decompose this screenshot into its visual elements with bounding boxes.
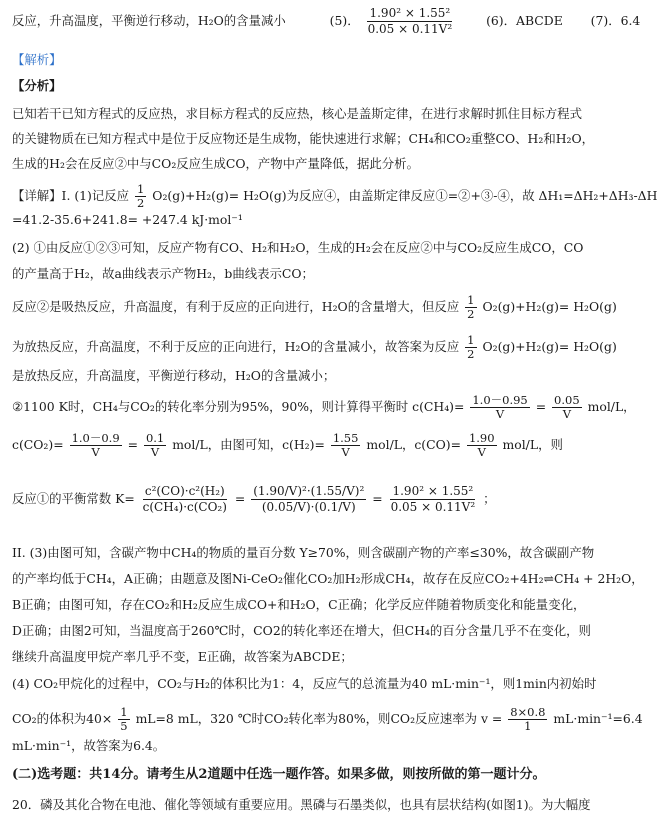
co2-fraction — [70, 432, 122, 459]
detail-text: ②1100 K时，CH₄与CO₂的转化率分别为95%，90%，则计算得平衡时 c(CH₄)= — [12, 399, 465, 414]
part2-line-1: II. (3)由图可知，含碳产物中CH₄的物质的量百分数 Y≥70%，则含碳副产物的产率≤30%，故含碳副产物 — [12, 545, 595, 560]
detail-text: mol/L，则 — [502, 437, 563, 452]
unit-text: mol/L， — [587, 399, 636, 414]
part2-line-3: B正确；由图可知，存在CO₂和H₂反应生成CO+和H₂O，C正确；化学反应伴随着物质变化和能量变化， — [12, 597, 586, 612]
fraction-numerator: 1.90² × 1.55² — [392, 484, 474, 498]
part2-line-2: 的产率均低于CH₄，A正确；由题意及图Ni-CeO₂催化CO₂加H₂形成CH₄，故存在反应CO₂+4H₂⇌CH₄ + 2H₂O， — [12, 571, 644, 586]
fraction-denominator: 0.05 × 0.11V² — [390, 500, 476, 514]
detail-line-7: 是放热反应，升高温度，平衡逆行移动，H₂O的含量减小； — [12, 368, 336, 383]
detail-text: 反应②是吸热反应，升高温度，有利于反应的正向进行，H₂O的含量增大，但反应 — [12, 299, 460, 314]
detail-line-9 — [12, 432, 563, 459]
fraction-denominator: V — [341, 445, 350, 459]
fraction-denominator: V — [562, 407, 571, 421]
detail-line-8 — [12, 394, 636, 421]
one-fifth-fraction — [118, 706, 129, 733]
rate-fraction — [508, 706, 547, 733]
answer-item5-fraction — [366, 6, 455, 37]
fraction-denominator: V — [495, 407, 505, 421]
detail-line-3: (2) ①由反应①②③可知，反应产物有CO、H₂和H₂O，生成的H₂会在反应②中与CO₂反应生成CO，CO — [12, 240, 584, 255]
part2-line-5: 继续升高温度甲烷产率几乎不变，E正确，故答案为ABCDE； — [12, 649, 353, 664]
fraction-numerator: c²(CO)·c²(H₂) — [144, 484, 225, 498]
k-label: 反应①的平衡常数 K= — [12, 491, 135, 506]
detail-line-1 — [12, 183, 657, 210]
fraction-numerator: 1.55 — [332, 431, 359, 445]
k-definition-fraction — [141, 484, 229, 515]
ch4-fraction — [470, 394, 529, 421]
section-heading: (二)选考题：共14分。请考生从2道题中任选一题作答。如果多做，则按所做的第一题计分。 — [12, 767, 546, 782]
part2-line-4: D正确；由图2可知，当温度高于260℃时，CO2的转化率还在增大，但CH₄的百分含量几乎不在变化，则 — [12, 623, 591, 638]
equals-sign: = — [535, 399, 547, 414]
detail-label: 【详解】I. (1)记反应 — [12, 188, 130, 203]
fraction-denominator: V — [91, 445, 100, 459]
fraction-numerator: 0.1 — [145, 431, 165, 445]
detail-text: c(CO₂)= — [12, 437, 64, 452]
detail-line-5 — [12, 294, 617, 321]
detail-text: mol/L，c(CO)= — [366, 437, 461, 452]
fraction-denominator: V — [150, 445, 160, 459]
answer-line — [12, 6, 640, 37]
fraction-numerator: 1 — [467, 333, 475, 347]
k-substituted-fraction — [251, 484, 366, 515]
detail-line-2: =41.2-35.6+241.8= +247.4 kJ·mol⁻¹ — [12, 212, 243, 227]
fraction-denominator: 1 — [524, 719, 532, 733]
q4-line-3: mL·min⁻¹，故答案为6.4。 — [12, 738, 166, 753]
fraction-numerator: 0.05 — [554, 393, 580, 407]
heading-jiexi: 【解析】 — [12, 52, 62, 67]
k-result-fraction — [389, 484, 478, 515]
equals-sign: = — [127, 437, 138, 452]
detail-text: 为放热反应，升高温度，不利于反应的正向进行，H₂O的含量减小，故答案为反应 — [12, 339, 460, 354]
half-fraction — [465, 294, 476, 321]
co2-fraction-result — [144, 432, 166, 459]
detail-text: O₂(g)+H₂(g)= H₂O(g)为反应④，由盖斯定律反应①=②+③-④，故 ΔH₁=ΔH₂+ΔH₃-ΔH — [152, 188, 657, 203]
punctuation: ； — [483, 491, 496, 506]
analysis-line-3: 生成的H₂会在反应②中与CO₂反应生成CO，产物中产量降低，据此分析。 — [12, 156, 419, 171]
fraction-denominator: c(CH₄)·c(CO₂) — [142, 500, 227, 514]
fraction-numerator: 8×0.8 — [510, 705, 546, 719]
answer-text: 反应，升高温度，平衡逆行移动，H₂O的含量减小 — [12, 13, 286, 28]
analysis-line-1: 已知若干已知方程式的反应热，求目标方程式的反应热，核心是盖斯定律，在进行求解时抓住目标方程式 — [12, 106, 582, 121]
q4-line-2 — [12, 706, 643, 733]
detail-text: mL·min⁻¹=6.4 — [553, 711, 643, 726]
fraction-numerator: 1.0－0.9 — [71, 431, 120, 445]
fraction-numerator: 1 — [137, 182, 145, 196]
fraction-denominator: 2 — [467, 347, 475, 361]
heading-fenxi: 【分析】 — [12, 78, 62, 93]
fraction-numerator: 1.90 — [468, 431, 495, 445]
equilibrium-constant-line — [12, 484, 496, 515]
answer-item7: (7)．6.4 — [590, 13, 641, 28]
equals-sign: = — [372, 491, 383, 506]
detail-text: mol/L，由图可知，c(H₂)= — [172, 437, 325, 452]
half-fraction — [135, 183, 146, 210]
q4-line-1: (4) CO₂甲烷化的过程中，CO₂与H₂的体积比为1：4，反应气的总流量为40 mL·min⁻¹，则1min内初始时 — [12, 676, 597, 691]
detail-line-6 — [12, 334, 617, 361]
question-20: 20．磷及其化合物在电池、催化等领域有重要应用。黑磷与石墨类似，也具有层状结构(如图1)。为大幅度 — [12, 797, 591, 812]
fraction-numerator: 1.90² × 1.55² — [369, 6, 451, 20]
analysis-line-2: 的关键物质在已知方程式中是位于反应物还是生成物，能快速进行求解；CH₄和CO₂重整CO、H₂和H₂O， — [12, 131, 595, 146]
fraction-numerator: 1 — [120, 705, 128, 719]
detail-line-4: 的产量高于H₂，故a曲线表示产物H₂，b曲线表示CO； — [12, 266, 314, 281]
half-fraction — [465, 334, 476, 361]
fraction-denominator: (0.05/V)·(0.1/V) — [261, 500, 356, 514]
answer-item6: (6)．ABCDE — [486, 13, 563, 28]
co-fraction — [467, 432, 497, 459]
fraction-denominator: V — [477, 445, 486, 459]
fraction-denominator: 0.05 × 0.11V² — [367, 22, 453, 36]
equation-text: O₂(g)+H₂(g)= H₂O(g) — [482, 299, 617, 314]
detail-text: CO₂的体积为40× — [12, 711, 113, 726]
detail-text: mL=8 mL，320 ℃时CO₂转化率为80%，则CO₂反应速率为 v = — [135, 711, 503, 726]
fraction-numerator: (1.90/V)²·(1.55/V)² — [253, 484, 365, 498]
fraction-numerator: 1.0－0.95 — [472, 393, 528, 407]
h2-fraction — [331, 432, 361, 459]
fraction-denominator: 2 — [467, 307, 475, 321]
equation-text: O₂(g)+H₂(g)= H₂O(g) — [482, 339, 617, 354]
fraction-denominator: 5 — [120, 719, 128, 733]
ch4-fraction-result — [552, 394, 582, 421]
answer-item5-label: (5)． — [329, 13, 360, 28]
fraction-numerator: 1 — [467, 293, 475, 307]
fraction-denominator: 2 — [137, 196, 145, 210]
equals-sign: = — [234, 491, 246, 506]
